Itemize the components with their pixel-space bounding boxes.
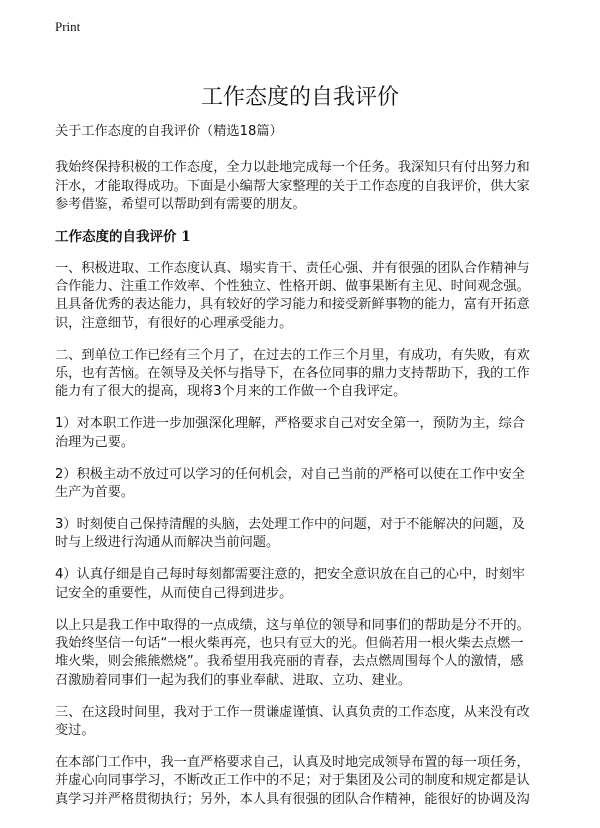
text-line: 能力有了很大的提高，现将3个月来的工作做一个自我评定。 [55, 384, 407, 400]
page-title: 工作态度的自我评价 [200, 85, 399, 110]
text-line: 生产为首要。 [55, 485, 135, 501]
text-line: 在本部门工作中，我一直严格要求自己，认真及时地完成领导布置的每一项任务， [55, 755, 530, 771]
intro-paragraph [55, 159, 555, 214]
text-line: 变过。 [55, 723, 95, 739]
paragraph-list [55, 260, 555, 810]
text-line: 2）积极主动不放过可以学习的任何机会，对自己当前的严格可以使在工作中安全 [55, 466, 525, 482]
text-line: 识，注意细节，有很好的心理承受能力。 [55, 315, 293, 331]
text-line: 治理为己要。 [55, 434, 135, 450]
text-line: 我始终保持积极的工作态度，全力以赴地完成每一个任务。我深知只有付出努力和 [55, 160, 530, 176]
text-line: 我始终坚信一句话“一根火柴再亮，也只有豆大的光。但倘若用一根火柴去点燃一 [55, 636, 524, 652]
paragraph [55, 617, 555, 691]
text-line: 参考借鉴，希望可以帮助到有需要的朋友。 [55, 197, 306, 213]
text-line: 二、到单位工作已经有三个月了，在过去的工作三个月里，有成功，有失败，有欢 [55, 347, 530, 363]
print-link[interactable]: Print [55, 19, 81, 34]
text-line: 记安全的重要性，从而使自己得到进步。 [55, 585, 293, 601]
text-line: 且具备优秀的表达能力，具有较好的学习能力和接受新鲜事物的能力，富有开拓意 [55, 297, 530, 313]
text-line: 4）认真仔细是自己每时每刻都需要注意的，把安全意识放在自己的心中，时刻牢 [55, 567, 525, 583]
text-line: 合作能力、注重工作效率、个性独立、性格开朗、做事果断有主见、时间观念强。 [55, 278, 530, 294]
paragraph [55, 260, 555, 334]
paragraph [55, 566, 555, 603]
paragraph [55, 466, 555, 503]
text-line: 堆火柴，则会熊熊燃烧”。我希望用我亮丽的青春，去点燃周围每个人的激情，感 [55, 654, 524, 670]
paragraph [55, 516, 555, 553]
text-line: 时与上级进行沟通从而解决当前问题。 [55, 535, 280, 551]
text-line: 并虚心向同事学习，不断改正工作中的不足；对于集团及公司的制度和规定都是认 [55, 773, 530, 789]
article-body [55, 123, 555, 823]
text-line: 汗水，才能取得成功。下面是小编帮大家整理的关于工作态度的自我评价，供大家 [55, 178, 530, 194]
text-line: 1）对本职工作进一步加强深化理解，严格要求自己对安全第一，预防为主，综合 [55, 416, 525, 432]
article-subtitle: 关于工作态度的自我评价（精选18篇） [55, 124, 283, 139]
text-line: 三、在这段时间里，我对于工作一贯谦虚谨慎、认真负责的工作态度，从来没有改 [55, 704, 530, 720]
paragraph [55, 347, 555, 402]
paragraph [55, 754, 555, 809]
section-heading: 工作态度的自我评价 1 [55, 229, 191, 246]
text-line: 召激励着同事们一起为我们的事业奉献、进取、立功、建业。 [55, 672, 412, 688]
paragraph [55, 415, 555, 452]
text-line: 一、积极进取、工作态度认真、塌实肯干、责任心强、并有很强的团队合作精神与 [55, 260, 530, 276]
text-line: 以上只是我工作中取得的一点成绩，这与单位的领导和同事们的帮助是分不开的。 [55, 617, 530, 633]
text-line: 3）时刻使自己保持清醒的头脑，去处理工作中的问题，对于不能解决的问题，及 [55, 517, 525, 532]
paragraph [55, 704, 555, 741]
text-line: 真学习并严格贯彻执行；另外，本人具有很强的团队合作精神，能很好的协调及沟 [55, 791, 530, 807]
text-line: 乐，也有苦恼。在领导及关怀与指导下，在各位同事的鼎力支持帮助下，我的工作 [55, 366, 530, 382]
